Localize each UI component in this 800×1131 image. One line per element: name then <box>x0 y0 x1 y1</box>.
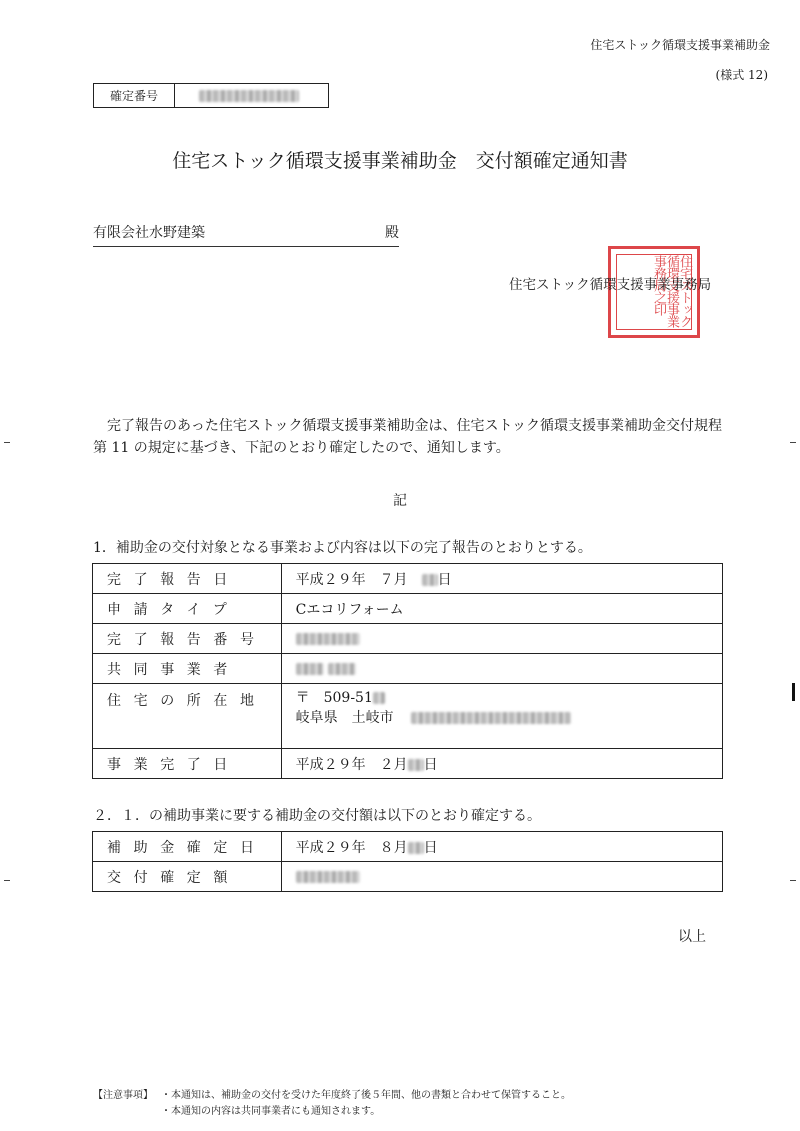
section2-table <box>92 831 723 892</box>
redacted-value <box>328 663 356 675</box>
section2-heading: ２．１．の補助事業に要する補助金の交付額は以下のとおり確定する。 <box>93 808 541 824</box>
table-row <box>93 862 723 892</box>
row-label: 補助金確定日 <box>93 832 282 862</box>
address: 岐阜県 土岐市 <box>295 710 394 727</box>
closing-text: 以上 <box>678 929 706 945</box>
redacted-value <box>296 871 360 883</box>
scan-mark <box>4 442 10 443</box>
notes-label: 【注意事項】 <box>93 1090 153 1101</box>
confirmation-number-label: 確定番号 <box>94 84 175 107</box>
scan-mark <box>790 880 796 881</box>
redacted-day <box>422 574 438 586</box>
seal-text: 住宅ストック循環支援事業事務局之印 <box>651 255 692 327</box>
redacted-day <box>408 842 424 854</box>
note-item: ・本通知は、補助金の交付を受けた年度終了後５年間、他の書類と合わせて保管すること。 <box>161 1090 571 1101</box>
program-label: 住宅ストック循環支援事業補助金 <box>590 38 770 52</box>
table-row <box>93 684 723 749</box>
row-value: 平成２９年 ２月 日 <box>281 749 722 779</box>
confirmation-number-value <box>175 84 328 107</box>
row-label: 完了報告番号 <box>93 624 282 654</box>
redacted-value <box>296 663 324 675</box>
redacted-day <box>408 759 424 771</box>
row-value <box>281 624 722 654</box>
table-row <box>93 832 723 862</box>
row-value <box>281 684 722 749</box>
row-label: 住宅の所在地 <box>93 684 282 749</box>
row-label: 事業完了日 <box>93 749 282 779</box>
recipient-name: 有限会社水野建築 <box>93 225 205 241</box>
redacted-value <box>296 633 360 645</box>
scan-mark <box>4 880 10 881</box>
note-item: ・本通知の内容は共同事業者にも通知されます。 <box>161 1105 381 1117</box>
ki-heading: 記 <box>393 493 407 509</box>
form-number: (様式 12) <box>715 68 768 82</box>
table-row <box>93 654 723 684</box>
row-label: 交付確定額 <box>93 862 282 892</box>
recipient-line <box>93 222 399 247</box>
table-row <box>93 564 723 594</box>
body-paragraph <box>93 416 722 459</box>
postal-code: 〒 509-51 <box>295 690 373 706</box>
confirmation-number-box <box>93 83 329 108</box>
body-line-2: 第 11 の規定に基づき、下記のとおり確定したので、通知します。 <box>93 439 510 456</box>
recipient-honorific: 殿 <box>385 225 399 241</box>
redacted-value <box>199 90 299 102</box>
table-row <box>93 594 723 624</box>
row-label: 完了報告日 <box>93 564 282 594</box>
row-label: 共同事業者 <box>93 654 282 684</box>
row-value: Cエコリフォーム <box>281 594 722 624</box>
section1-heading: 1．補助金の交付対象となる事業および内容は以下の完了報告のとおりとする。 <box>93 540 592 556</box>
section1-table <box>92 563 723 779</box>
table-row <box>93 624 723 654</box>
row-value: 平成２９年 ７月 日 <box>281 564 722 594</box>
scan-mark <box>792 683 795 701</box>
row-value <box>281 654 722 684</box>
row-value <box>281 862 722 892</box>
scan-mark <box>790 442 796 443</box>
page-title: 住宅ストック循環支援事業補助金 交付額確定通知書 <box>172 150 628 172</box>
issuer-name: 住宅ストック循環支援事業事務局 <box>509 277 712 293</box>
redacted-address <box>411 712 571 724</box>
body-line-1: 完了報告のあった住宅ストック循環支援事業補助金は、住宅ストック循環支援事業補助金交付規程 <box>107 418 723 434</box>
row-label: 申請タイプ <box>93 594 282 624</box>
row-value: 平成２９年 ８月 日 <box>281 832 722 862</box>
notes <box>93 1088 571 1119</box>
table-row <box>93 749 723 779</box>
